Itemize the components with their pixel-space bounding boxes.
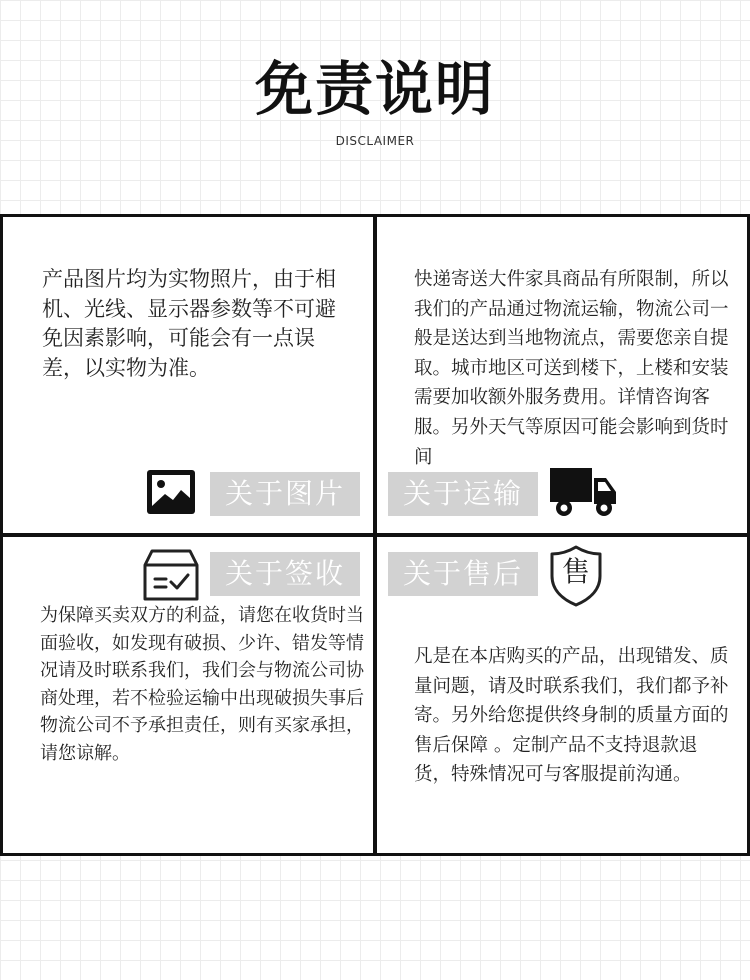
after-sales-label: 关于售后: [388, 552, 538, 596]
shipping-disclaimer-text: 快递寄送大件家具商品有所限制，所以我们的产品通过物流运输，物流公司一般是送达到当地物流点，需要您亲自提取。城市地区可送到楼下，上楼和安装需要加收额外服务费用。详情咨询客服。另外天气等原因可能会影响到货时间: [414, 269, 729, 468]
delivery-truck-icon: [548, 464, 618, 518]
shipping-label: 关于运输: [388, 472, 538, 516]
package-check-icon: [142, 545, 200, 603]
page-subtitle: DISCLAIMER: [335, 134, 415, 148]
after-sales-disclaimer-text: 凡是在本店购买的产品，出现错发、质量问题，请及时联系我们，我们都予补寄。另外给您提供终身制的质量方面的售后保障 。定制产品不支持退款退货，特殊情况可与客服提前沟通。: [414, 646, 729, 785]
after-sales-shield-glyph: 售: [561, 555, 590, 588]
receipt-label: 关于签收: [210, 552, 360, 596]
receipt-disclaimer-text: 为保障买卖双方的利益，请您在收货时当面验收，如发现有破损、少许、错发等情况请及时联系我们，我们会与物流公司协商处理，若不检验运输中出现破损失事后物流公司不予承担责任，则有买家承担，请您谅解。: [40, 605, 364, 764]
images-label: 关于图片: [210, 472, 360, 516]
page-title: 免责说明: [254, 55, 495, 123]
image-icon: [145, 468, 197, 516]
images-disclaimer-text: 产品图片均为实物照片，由于相机、光线、显示器参数等不可避免因素影响，可能会有一点误差，以实物为准。: [42, 267, 336, 380]
